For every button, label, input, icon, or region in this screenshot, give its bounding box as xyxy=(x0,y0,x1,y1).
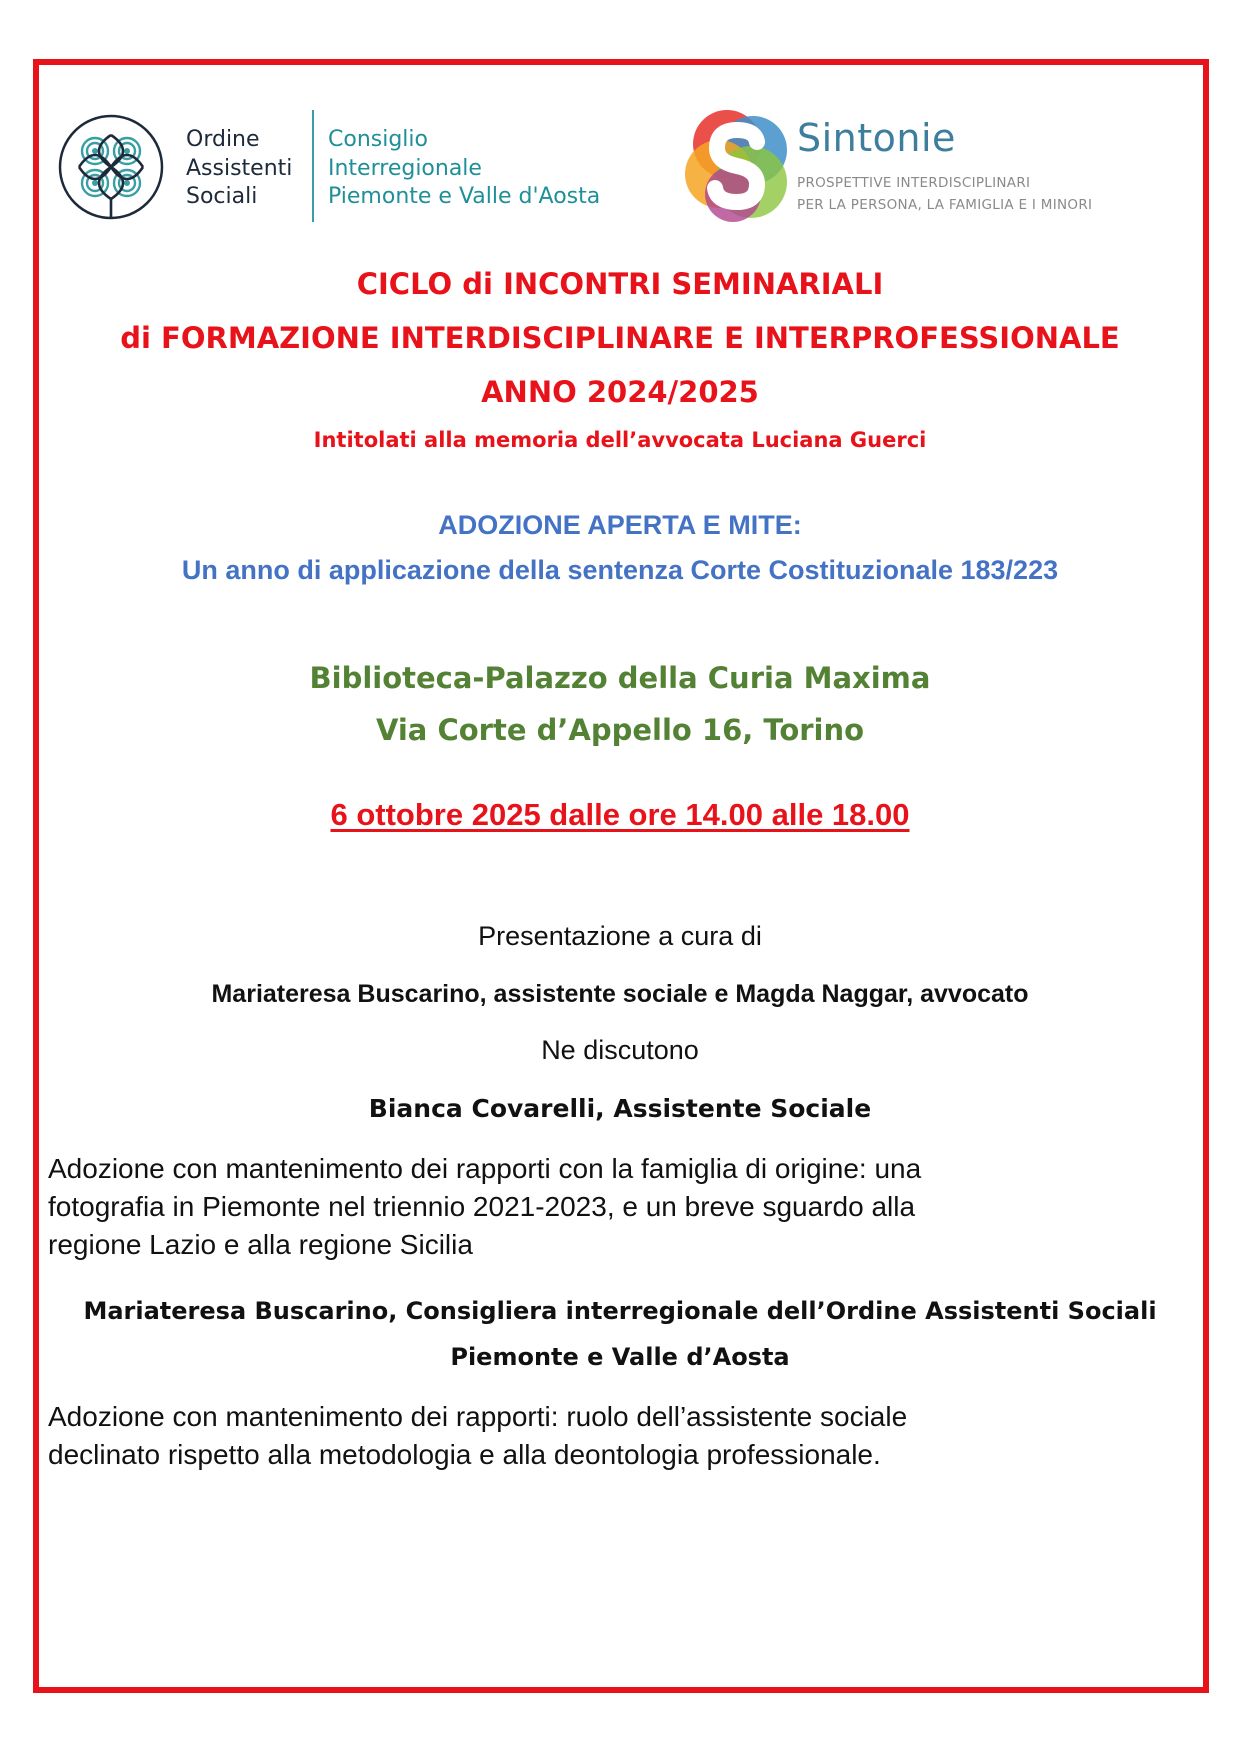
sintonie-name: Sintonie xyxy=(797,116,956,160)
ordine-assistenti-sociali-knot-icon xyxy=(57,113,165,221)
talk-1-line-2: fotografia in Piemonte nel triennio 2021-2023, e un breve sguardo alla xyxy=(48,1191,916,1222)
oas-council-line-2: Interregionale xyxy=(328,155,482,181)
topic-subheading: Un anno di applicazione della sentenza Corte Costituzionale 183/223 xyxy=(181,555,1059,585)
speaker-2-line-1: Mariateresa Buscarino, Consigliera interregionale dell’Ordine Assistenti Sociali xyxy=(83,1297,1157,1325)
presenters: Mariateresa Buscarino, assistente sociale e Magda Naggar, avvocato xyxy=(211,980,1029,1008)
talk-1-description xyxy=(48,1150,1198,1264)
talk-1-line-3: regione Lazio e alla regione Sicilia xyxy=(48,1229,473,1260)
venue-address: Via Corte d’Appello 16, Torino xyxy=(375,713,865,747)
oas-name-line-1: Ordine xyxy=(186,127,260,152)
series-title-line-2: di FORMAZIONE INTERDISCIPLINARE E INTERPROFESSIONALE xyxy=(120,321,1120,355)
talk-2-line-1: Adozione con mantenimento dei rapporti: ruolo dell’assistente sociale xyxy=(48,1401,908,1432)
oas-name-line-3: Sociali xyxy=(186,184,258,209)
oas-council xyxy=(328,126,600,212)
speaker-2-line-2: Piemonte e Valle d’Aosta xyxy=(450,1343,790,1371)
presentation-label: Presentazione a cura di xyxy=(478,921,762,951)
oas-name xyxy=(186,126,292,212)
oas-logo xyxy=(57,110,602,225)
speaker-1: Bianca Covarelli, Assistente Sociale xyxy=(368,1094,872,1123)
oas-logo-divider xyxy=(312,110,314,222)
talk-1-line-1: Adozione con mantenimento dei rapporti con la famiglia di origine: una xyxy=(48,1153,922,1184)
oas-council-line-1: Consiglio xyxy=(328,127,428,152)
oas-council-line-3: Piemonte e Valle d'Aosta xyxy=(328,184,601,209)
sintonie-logo xyxy=(683,108,1103,226)
sintonie-subtitle-line-2: PER LA PERSONA, LA FAMIGLIA E I MINORI xyxy=(797,197,1093,213)
sintonie-s-icon xyxy=(683,108,793,224)
oas-name-line-2: Assistenti xyxy=(186,155,293,181)
talk-2-description xyxy=(48,1398,1198,1474)
sintonie-subtitle xyxy=(797,172,1092,216)
dedication: Intitolati alla memoria dell’avvocata Luciana Guerci xyxy=(313,428,927,452)
topic-heading: ADOZIONE APERTA E MITE: xyxy=(438,510,802,540)
series-title-line-1: CICLO di INCONTRI SEMINARIALI xyxy=(356,267,884,301)
series-year: ANNO 2024/2025 xyxy=(481,375,759,409)
sintonie-subtitle-line-1: PROSPETTIVE INTERDISCIPLINARI xyxy=(797,175,1031,191)
talk-2-line-2: declinato rispetto alla metodologia e alla deontologia professionale. xyxy=(48,1439,881,1470)
discussion-label: Ne discutono xyxy=(541,1035,699,1065)
venue-place: Biblioteca-Palazzo della Curia Maxima xyxy=(309,661,931,695)
event-date: 6 ottobre 2025 dalle ore 14.00 alle 18.00 xyxy=(330,797,910,832)
